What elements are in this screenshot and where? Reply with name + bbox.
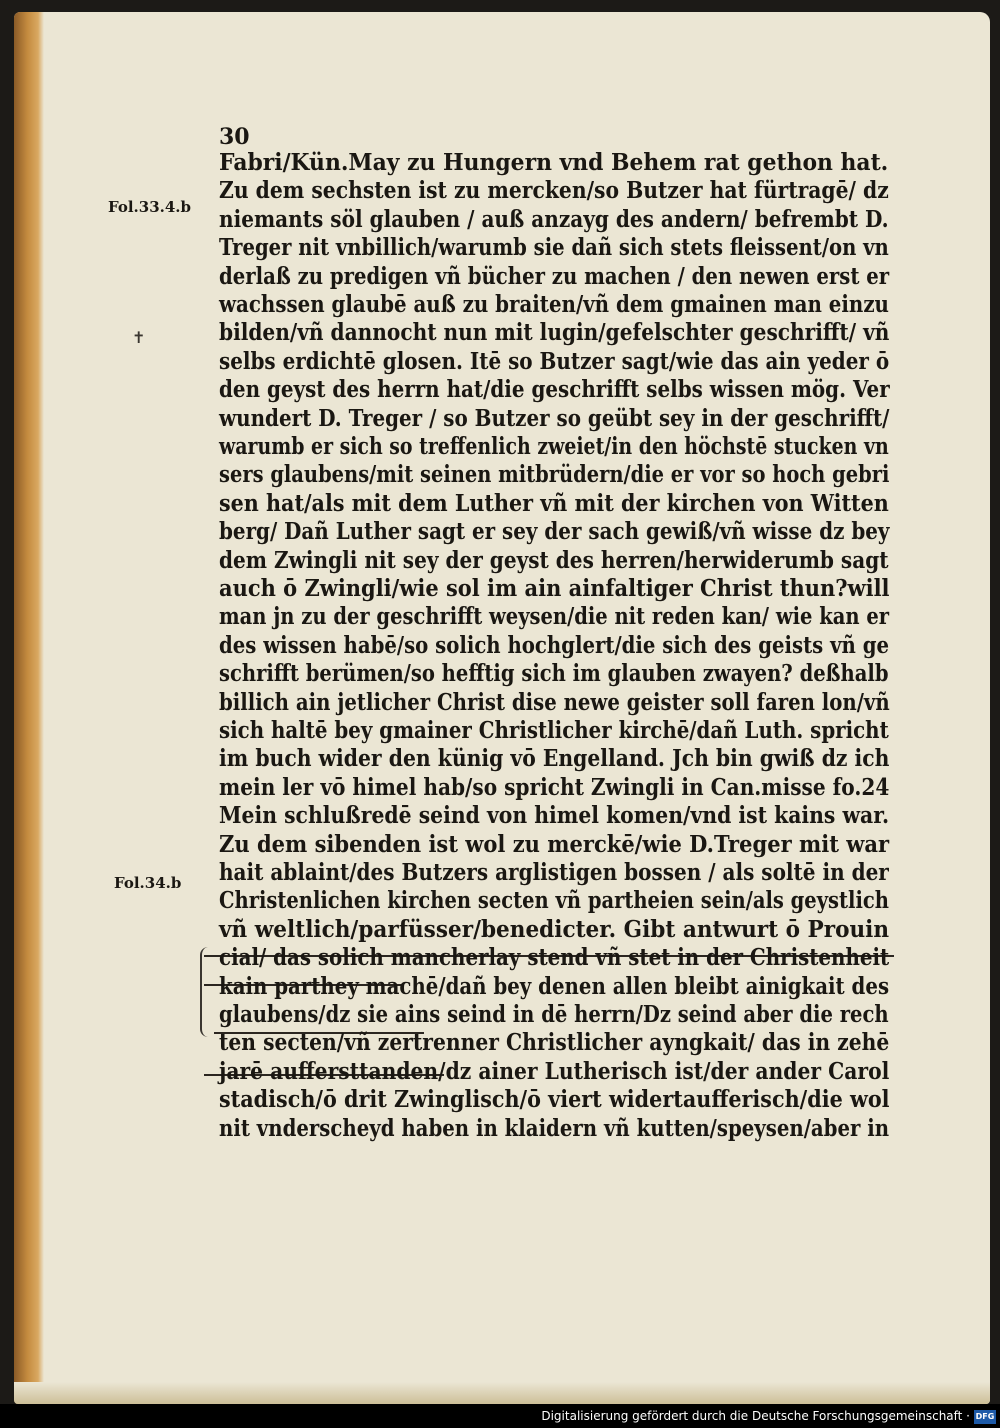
footer-credit: Digitalisierung gefördert durch die Deutsche Forschungsgemeinschaft · [541, 1409, 970, 1423]
text-line: ten secten/vñ zertrenner Christlicher ayngkait/ das in zehē [219, 1029, 890, 1057]
text-line: wachssen glaubē auß zu braiten/vñ dem gmainen man einzu [219, 291, 889, 318]
text-line: cial/ das solich mancherlay stend vñ stet in der Christenheit [219, 944, 890, 972]
text-line: Treger nit vnbillich/warumb sie dañ sich stets fleissent/on vn [219, 234, 889, 262]
text-line: wundert D. Treger / so Butzer so geübt sey in der geschrifft/ [219, 404, 890, 432]
text-line: jarē auffersttanden/dz ainer Lutherisch ist/der ander Carol [219, 1057, 890, 1085]
book-page [14, 12, 990, 1404]
text-line: Zu dem sechsten ist zu mercken/so Butzer hat fürtragē/ dz [219, 177, 889, 205]
ink-bracket [200, 947, 214, 1037]
text-line: mein ler vō himel hab/so spricht Zwingli in Can.misse fo.24 [219, 773, 890, 801]
text-line: glaubens/dz sie ains seind in dē herrn/Dz seind aber die rech [219, 1001, 889, 1028]
text-line: billich ain jetlicher Christ dise newe geister soll faren lon/vñ [219, 688, 890, 716]
text-line: nit vnderscheyd haben in klaidern vñ kutten/speysen/aber in [219, 1114, 890, 1142]
text-line: den geyst des herrn hat/die geschrifft selbs wissen mög. Ver [219, 376, 890, 404]
text-line: schrifft berümen/so hefftig sich im glauben zwayen? deßhalb [219, 660, 889, 688]
text-line: warumb er sich so treffenlich zweiet/in den höchstē stucken vn [219, 433, 889, 460]
text-line: Zu dem sibenden ist wol zu merckē/wie D.Treger mit war [219, 830, 890, 858]
text-line: dem Zwingli nit sey der geyst des herren/herwiderumb sagt [219, 546, 889, 574]
text-line: sen hat/als mit dem Luther vñ mit der kirchen von Witten [219, 489, 889, 517]
text-line: auch ō Zwingli/wie sol im ain ainfaltiger Christ thun?will [219, 575, 890, 602]
margin-note-fol-33: Fol.33.4.b [108, 198, 191, 216]
margin-note-fol-34: Fol.34.b [114, 874, 182, 892]
text-line: vñ weltlich/parfüsser/benedicter. Gibt antwurt ō Prouin [219, 915, 890, 943]
page-number: 30 [219, 124, 250, 150]
dfg-logo: DFG [974, 1410, 996, 1424]
page-bottom-edge [14, 1382, 990, 1404]
text-line: stadisch/ō drit Zwinglisch/ō viert widertaufferisch/die wol [219, 1086, 890, 1114]
text-line: des wissen habē/so solich hochglert/die sich des geists vñ ge [219, 631, 890, 659]
text-line: selbs erdichtē glosen. Itē so Butzer sagt/wie das ain yeder ō [219, 347, 890, 375]
text-line: bilden/vñ dannocht nun mit lugin/gefelschter geschrifft/ vñ [219, 319, 890, 347]
text-line: niemants söl glauben / auß anzayg des andern/ befrembt D. [219, 205, 889, 233]
text-line: Christenlichen kirchen secten vñ partheien sein/als geystlich [219, 887, 889, 915]
text-line: derlaß zu predigen vñ bücher zu machen / den newen erst er [219, 262, 890, 290]
footer-bar [0, 1404, 1000, 1428]
text-line: Mein schlußredē seind von himel komen/vnd ist kains war. [219, 802, 890, 830]
text-line: man jn zu der geschrifft weysen/die nit reden kan/ wie kan er [219, 603, 890, 631]
text-line: sich haltē bey gmainer Christlicher kirchē/dañ Luth. spricht [219, 717, 889, 744]
text-line: Fabri/Kün.May zu Hungern vnd Behem rat gethon hat. [219, 149, 889, 176]
text-line: im buch wider den künig vō Engelland. Jch bin gwiß dz ich [219, 745, 890, 773]
ink-mark: ✝ [132, 328, 146, 347]
text-line: hait ablaint/des Butzers arglistigen bossen / als soltē in der [219, 859, 889, 886]
text-line: kain parthey machē/dañ bey denen allen bleibt ainigkait des [219, 972, 890, 1000]
book-spine [14, 12, 44, 1404]
text-line: berg/ Dañ Luther sagt er sey der sach gewiß/vñ wisse dz bey [219, 518, 890, 546]
text-line: sers glaubens/mit seinen mitbrüdern/die er vor so hoch gebri [219, 461, 890, 489]
